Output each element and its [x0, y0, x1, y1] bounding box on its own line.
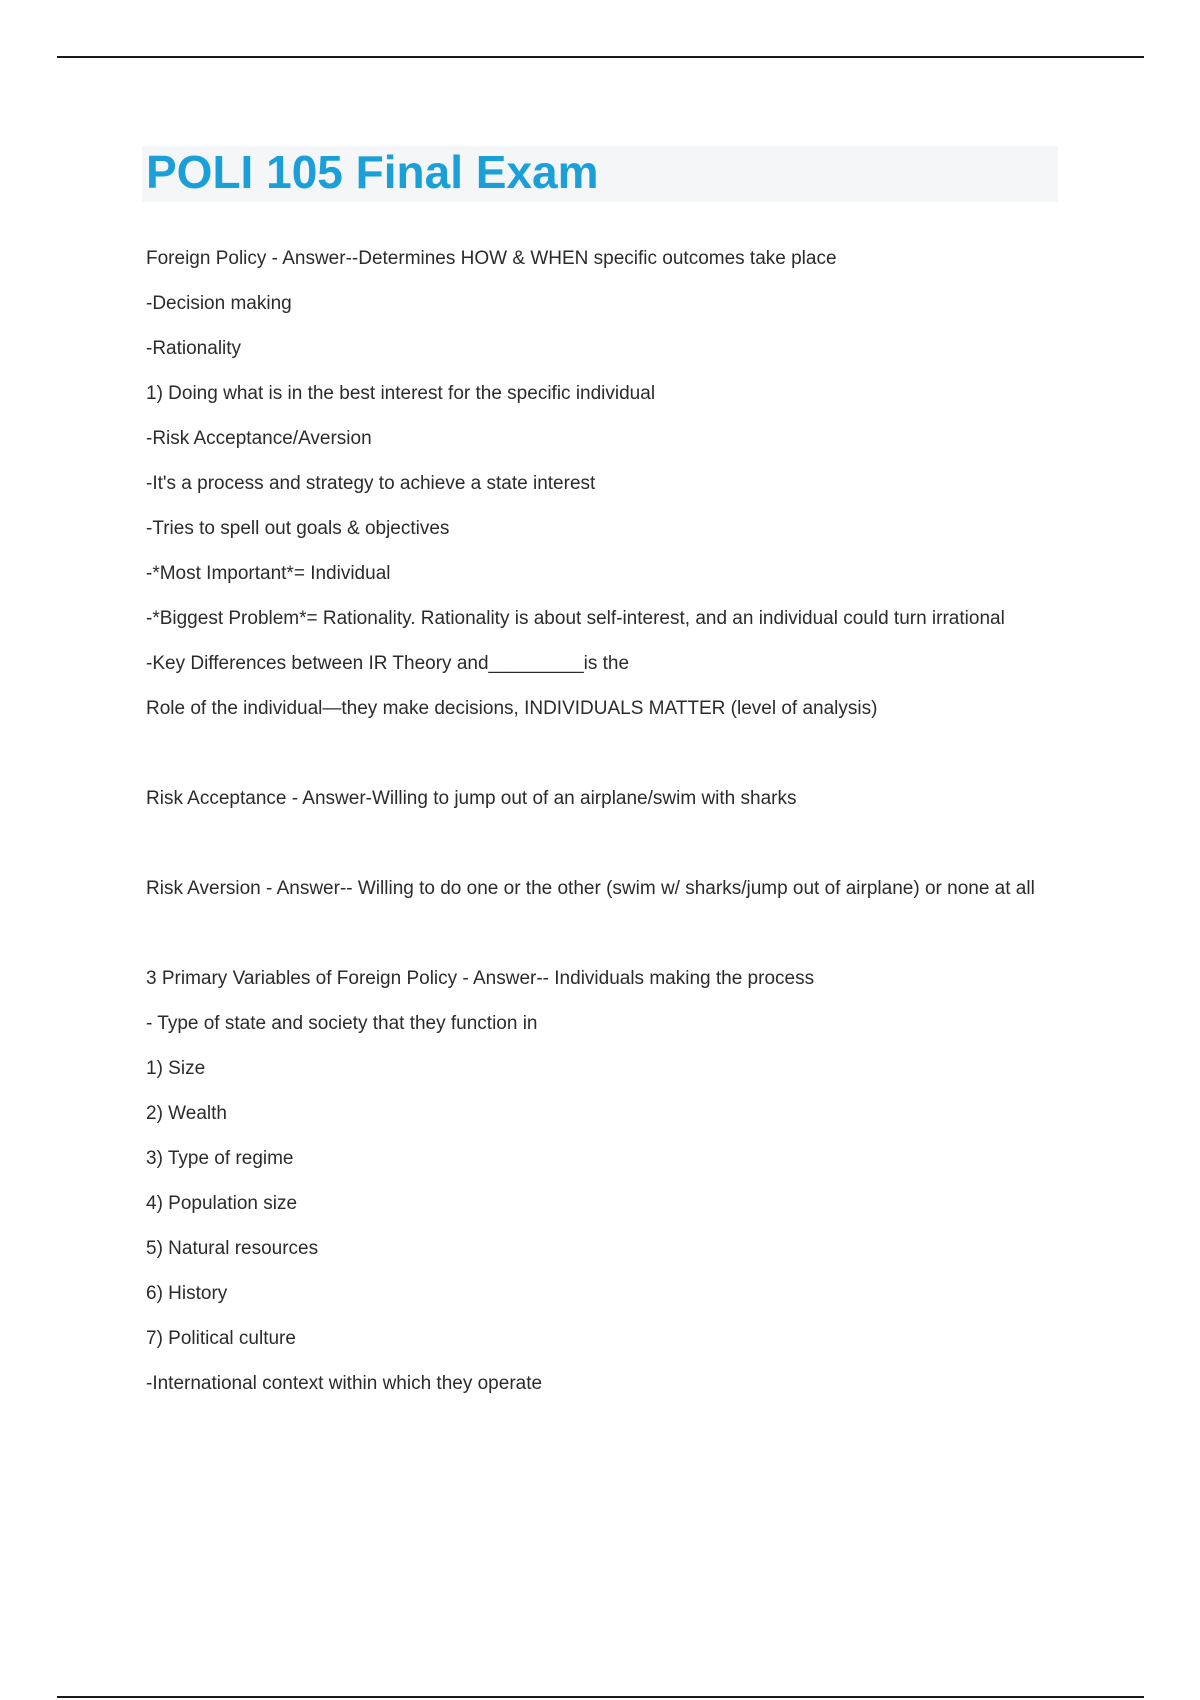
list-item: -Tries to spell out goals & objectives: [146, 518, 450, 539]
list-item: 5) Natural resources: [146, 1238, 319, 1259]
list-item: 1) Doing what is in the best interest for the specific individual: [146, 383, 656, 404]
document-body: [146, 244, 1046, 1399]
list-item: Role of the individual—they make decisions, INDIVIDUALS MATTER (level of analysis): [146, 698, 878, 719]
top-rule: [57, 56, 1144, 58]
list-item: -Risk Acceptance/Aversion: [146, 428, 372, 449]
list-item: 6) History: [146, 1283, 228, 1304]
list-item: -International context within which they operate: [146, 1373, 543, 1394]
qa-risk-aversion: Risk Aversion - Answer-- Willing to do one or the other (swim w/ sharks/jump out of airplane) or none at all: [146, 878, 1035, 899]
qa-risk-acceptance: Risk Acceptance - Answer-Willing to jump out of an airplane/swim with sharks: [146, 788, 797, 809]
document-title: POLI 105 Final Exam: [146, 146, 599, 198]
list-item: -*Biggest Problem*= Rationality. Rationality is about self-interest, and an individual could turn irrational: [146, 608, 1005, 629]
list-item: -*Most Important*= Individual: [146, 563, 391, 584]
list-item: 2) Wealth: [146, 1103, 227, 1124]
list-item: -Rationality: [146, 338, 242, 359]
list-item: -Key Differences between IR Theory and_________is the: [146, 653, 630, 674]
list-item: -Decision making: [146, 293, 292, 314]
list-item: 7) Political culture: [146, 1328, 296, 1349]
qa-foreign-policy: Foreign Policy - Answer--Determines HOW & WHEN specific outcomes take place: [146, 248, 837, 269]
bottom-rule: [57, 1696, 1144, 1698]
list-item: -It's a process and strategy to achieve a state interest: [146, 473, 596, 494]
list-item: - Type of state and society that they function in: [146, 1013, 538, 1034]
list-item: 3) Type of regime: [146, 1148, 294, 1169]
list-item: 1) Size: [146, 1058, 206, 1079]
qa-primary-variables: 3 Primary Variables of Foreign Policy - Answer-- Individuals making the process: [146, 968, 815, 989]
list-item: 4) Population size: [146, 1193, 298, 1214]
